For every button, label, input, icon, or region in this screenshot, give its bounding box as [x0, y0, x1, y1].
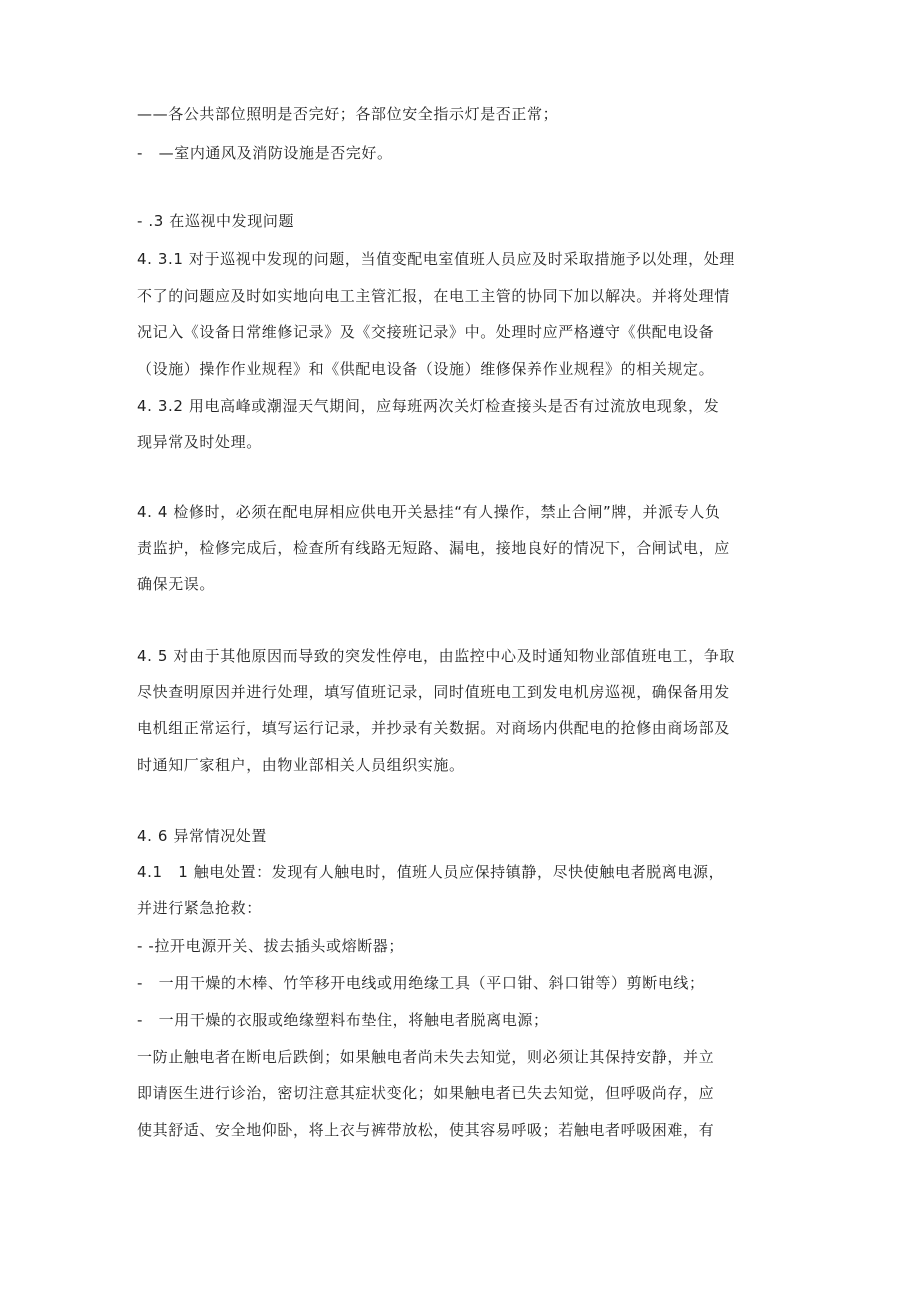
text-line: 一防止触电者在断电后跌倒；如果触电者尚未失去知觉，则必须让其保持安静，并立 [137, 1048, 715, 1066]
list-item: - 一用干燥的衣服或绝缘塑料布垫住，将触电者脱离电源； [137, 1011, 549, 1029]
text-line: 电机组正常运行，填写运行记录，并抄录有关数据。对商场内供配电的抢修由商场部及 [137, 719, 730, 737]
text-line: 确保无误。 [137, 575, 216, 593]
text-line: 不了的问题应及时如实地向电工主管汇报，在电工主管的协同下加以解决。并将处理情 [137, 287, 730, 305]
text-line: 4. 3.2 用电高峰或潮湿天气期间，应每班两次关灯检查接头是否有过流放电现象，发 [137, 397, 720, 415]
text-line: 并进行紧急抢救： [137, 899, 262, 917]
text-line: 4. 3.1 对于巡视中发现的问题，当值变配电室值班人员应及时采取措施予以处理，处理 [137, 250, 735, 268]
text-line: 责监护，检修完成后，检查所有线路无短路、漏电，接地良好的情况下，合闸试电，应 [137, 539, 730, 557]
text-line: ——各公共部位照明是否完好；各部位安全指示灯是否正常； [137, 105, 559, 123]
text-line: （设施）操作作业规程》和《供配电设备（设施）维修保养作业规程》的相关规定。 [137, 360, 715, 378]
text-line: 现异常及时处理。 [137, 433, 262, 451]
section-heading: - .3 在巡视中发现问题 [137, 212, 295, 230]
text-line: - —室内通风及消防设施是否完好。 [137, 144, 393, 162]
list-item: - -拉开电源开关、拔去插头或熔断器； [137, 937, 404, 955]
text-line: 4.1 1 触电处置：发现有人触电时，值班人员应保持镇静，尽快使触电者脱离电源， [137, 863, 725, 881]
text-line: 时通知厂家租户，由物业部相关人员组织实施。 [137, 756, 465, 774]
text-line: 4. 5 对由于其他原因而导致的突发性停电，由监控中心及时通知物业部值班电工，争取 [137, 647, 735, 665]
text-line: 即请医生进行诊治，密切注意其症状变化；如果触电者已失去知觉，但呼吸尚存，应 [137, 1084, 715, 1102]
list-item: - 一用干燥的木棒、竹竿移开电线或用绝缘工具（平口钳、斜口钳等）剪断电线； [137, 974, 705, 992]
text-line: 况记入《设备日常维修记录》及《交接班记录》中。处理时应严格遵守《供配电设备 [137, 323, 715, 341]
text-line: 使其舒适、安全地仰卧，将上衣与裤带放松，使其容易呼吸；若触电者呼吸困难，有 [137, 1121, 715, 1139]
section-heading: 4. 6 异常情况处置 [137, 827, 267, 845]
text-line: 尽快查明原因并进行处理，填写值班记录，同时值班电工到发电机房巡视，确保备用发 [137, 683, 730, 701]
text-line: 4. 4 检修时，必须在配电屏相应供电开关悬挂“有人操作，禁止合闸”牌，并派专人负 [137, 503, 721, 521]
